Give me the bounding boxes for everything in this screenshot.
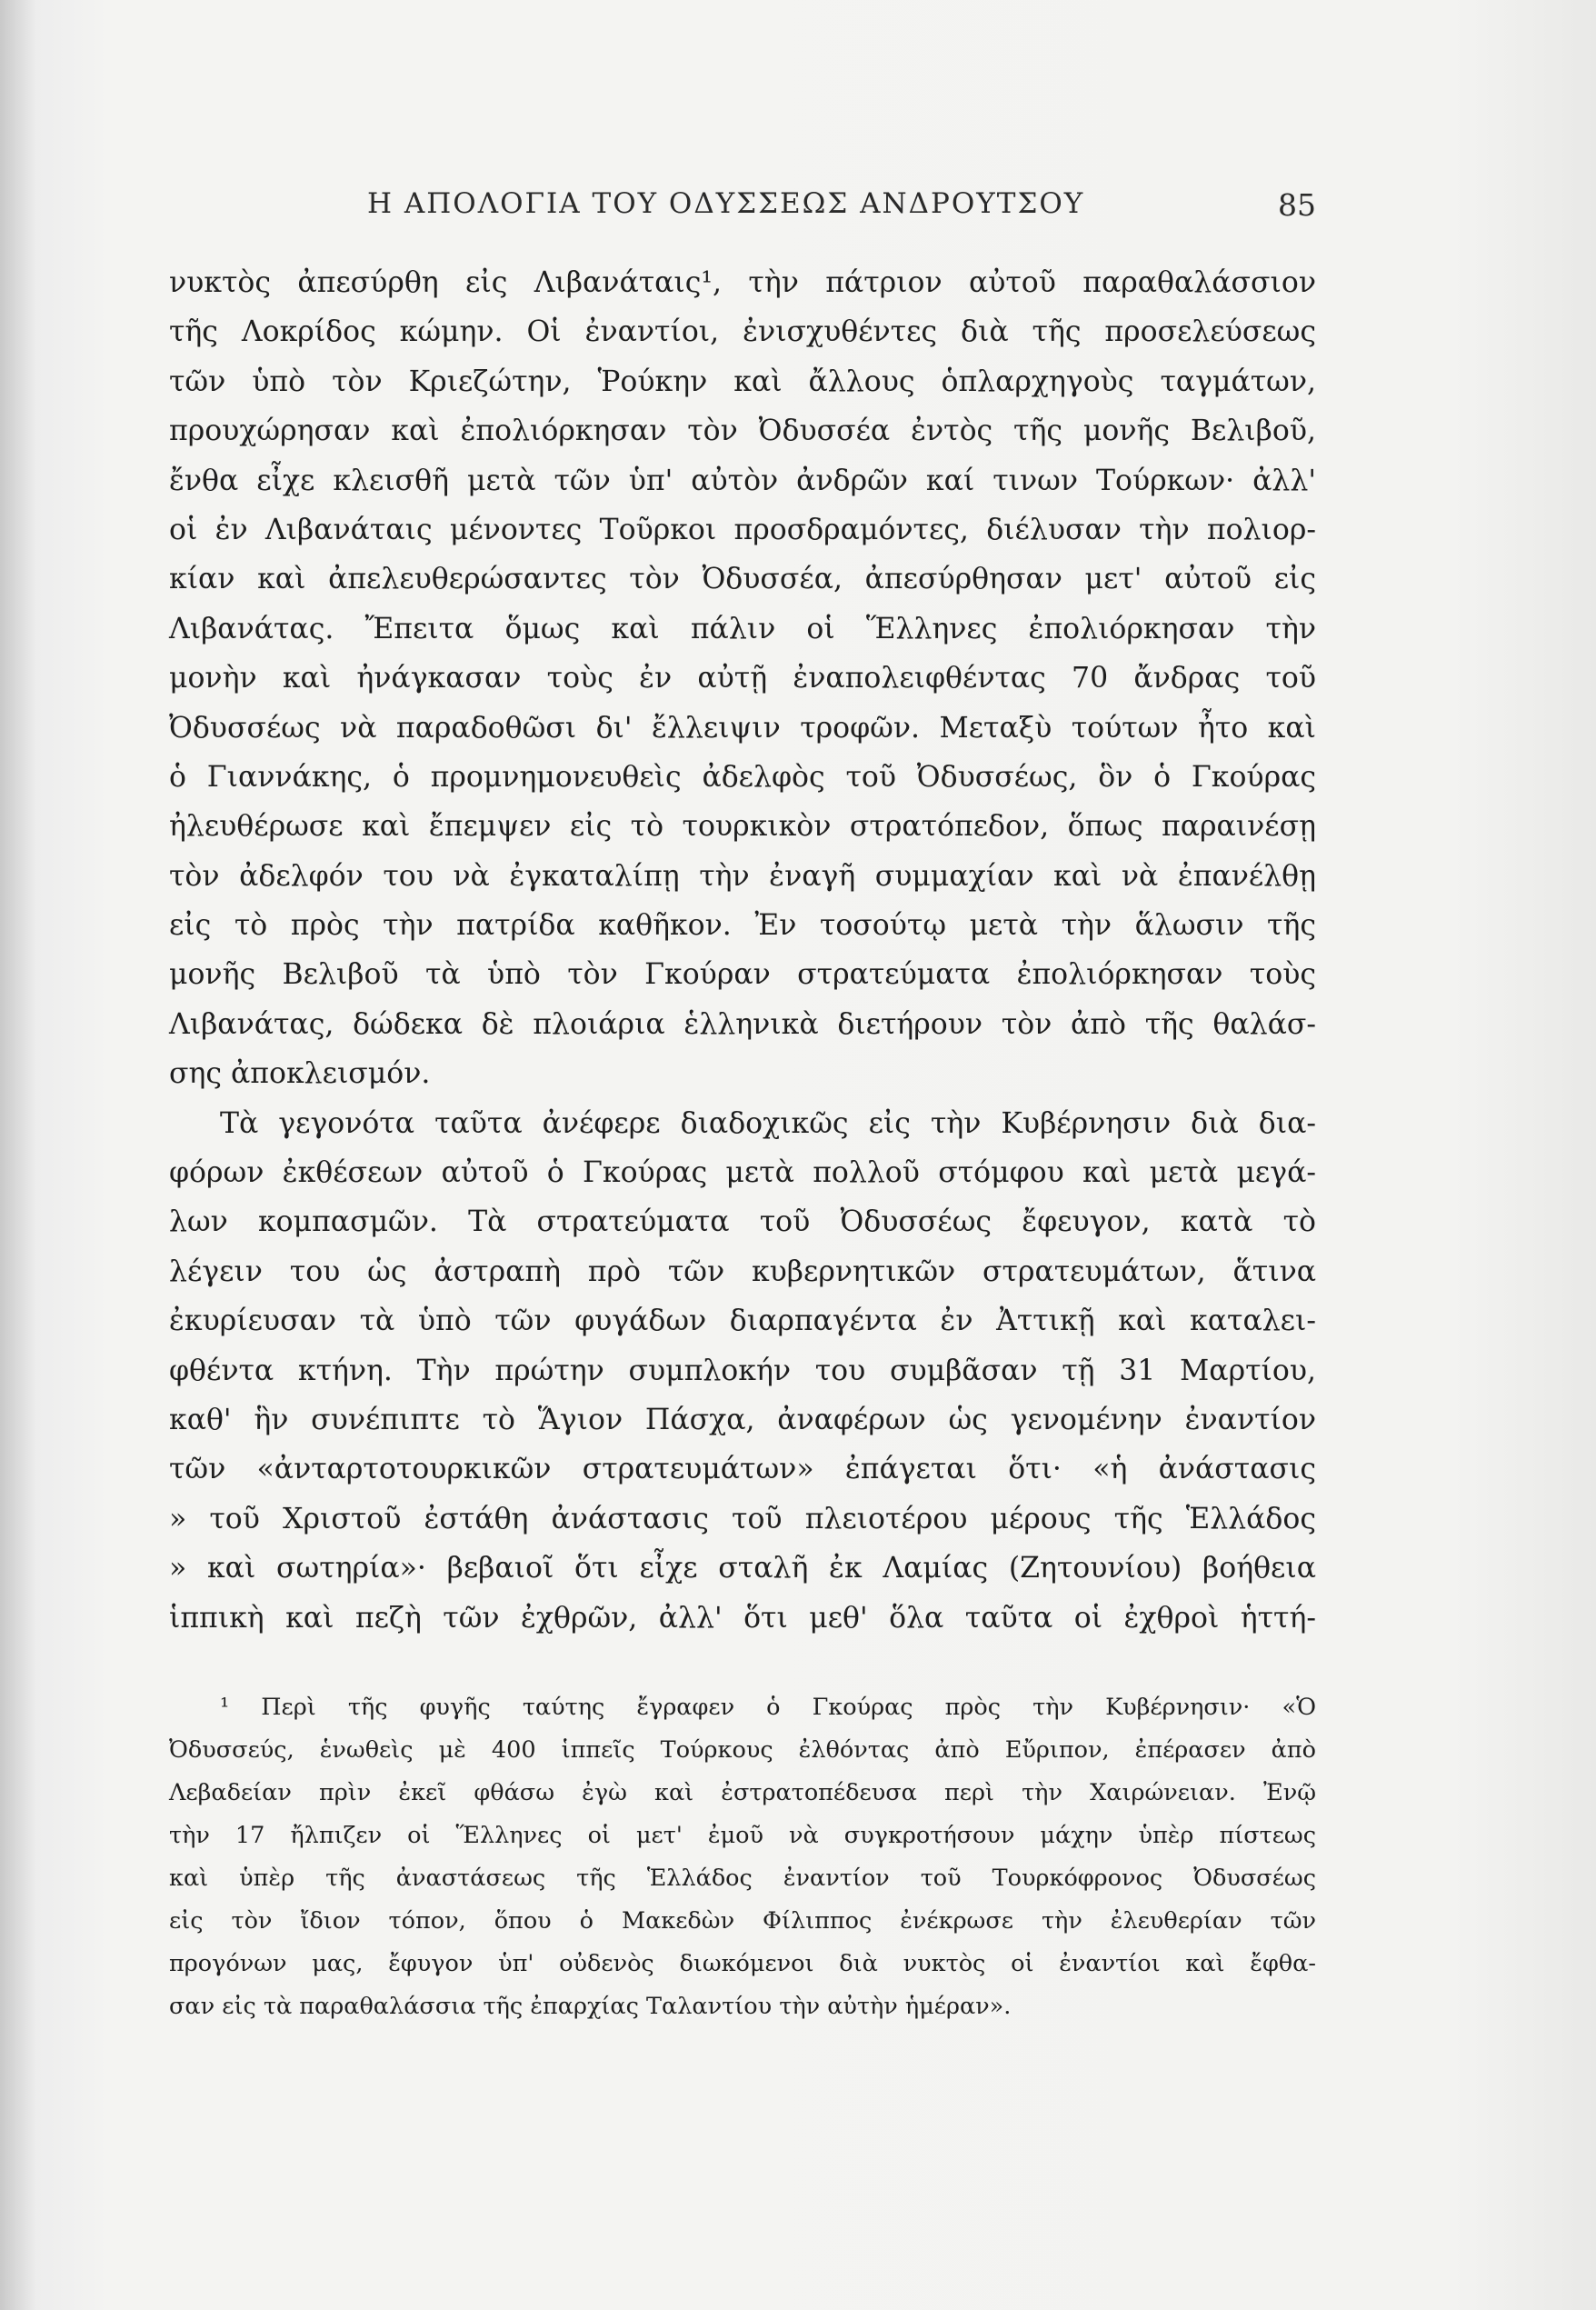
body-text: [169, 258, 1316, 1643]
text-line: » τοῦ Χριστοῦ ἐστάθη ἀνάστασις τοῦ πλειοτέρου μέρους τῆς Ἑλλάδος: [169, 1502, 1316, 1535]
text-line: νυκτὸς ἀπεσύρθη εἰς Λιβανάταις¹, τὴν πάτριον αὐτοῦ παραθαλάσσιον: [169, 266, 1316, 299]
text-line: Λιβανάτας, δώδεκα δὲ πλοιάρια ἑλληνικὰ διετήρουν τὸν ἀπὸ τῆς θαλάσ-: [169, 1007, 1316, 1041]
text-line: ἠλευθέρωσε καὶ ἔπεμψεν εἰς τὸ τουρκικὸν στρατόπεδον, ὅπως παραινέσῃ: [169, 810, 1316, 844]
text-line: σης ἀποκλεισμόν.: [169, 1057, 431, 1091]
footnote-line: ¹ Περὶ τῆς φυγῆς ταύτης ἔγραφεν ὁ Γκούρας πρὸς τὴν Κυβέρνησιν· «Ὁ: [220, 1693, 1316, 1721]
text-line: ἐκυρίευσαν τὰ ὑπὸ τῶν φυγάδων διαρπαγέντα ἐν Ἀττικῇ καὶ καταλει-: [169, 1305, 1316, 1338]
text-line: λων κομπασμῶν. Τὰ στρατεύματα τοῦ Ὀδυσσέως ἔφευγον, κατὰ τὸ: [169, 1205, 1316, 1239]
footnote-line: προγόνων μας, ἔφυγον ὑπ' οὐδενὸς διωκόμενοι διὰ νυκτὸς οἱ ἐναντίοι καὶ ἔφθα-: [169, 1949, 1316, 1977]
text-line: ἱππικὴ καὶ πεζὴ τῶν ἐχθρῶν, ἀλλ' ὅτι μεθ' ὅλα ταῦτα οἱ ἐχθροὶ ἡττή-: [169, 1601, 1316, 1635]
running-head: [169, 187, 1316, 238]
text-line: τῶν ὑπὸ τὸν Κριεζώτην, Ῥούκην καὶ ἄλλους ὁπλαρχηγοὺς ταγμάτων,: [169, 365, 1316, 398]
text-line: μονὴν καὶ ἠνάγκασαν τοὺς ἐν αὐτῇ ἐναπολειφθέντας 70 ἄνδρας τοῦ: [169, 662, 1316, 695]
text-line: Ὀδυσσέως νὰ παραδοθῶσι δι' ἔλλειψιν τροφῶν. Μεταξὺ τούτων ἦτο καὶ: [169, 711, 1316, 745]
text-line: » καὶ σωτηρία»· βεβαιοῖ ὅτι εἶχε σταλῆ ἐκ Λαμίας (Ζητουνίου) βοήθεια: [169, 1552, 1316, 1585]
text-line: εἰς τὸ πρὸς τὴν πατρίδα καθῆκον. Ἐν τοσούτῳ μετὰ τὴν ἅλωσιν τῆς: [169, 909, 1316, 943]
text-line: φόρων ἐκθέσεων αὐτοῦ ὁ Γκούρας μετὰ πολλοῦ στόμφου καὶ μετὰ μεγά-: [169, 1156, 1316, 1190]
text-line: ἔνθα εἶχε κλεισθῆ μετὰ τῶν ὑπ' αὐτὸν ἀνδρῶν καί τινων Τούρκων· ἀλλ': [169, 464, 1316, 497]
page-number: 85: [1278, 187, 1316, 223]
page-content: [169, 187, 1316, 2028]
footnote-line: Ὀδυσσεύς, ἑνωθεὶς μὲ 400 ἱππεῖς Τούρκους ἐλθόντας ἀπὸ Εὔριπον, ἐπέρασεν ἀπὸ: [169, 1735, 1316, 1764]
text-line: οἱ ἐν Λιβανάταις μένοντες Τοῦρκοι προσδραμόντες, διέλυσαν τὴν πολιορ-: [169, 513, 1316, 546]
text-line: καθ' ἣν συνέπιπτε τὸ Ἅγιον Πάσχα, ἀναφέρων ὡς γενομένην ἐναντίον: [169, 1403, 1316, 1436]
text-line: προυχώρησαν καὶ ἐπολιόρκησαν τὸν Ὀδυσσέα ἐντὸς τῆς μονῆς Βελιβοῦ,: [169, 415, 1316, 448]
footnote-line: εἰς τὸν ἴδιον τόπον, ὅπου ὁ Μακεδὼν Φίλιππος ἐνέκρωσε τὴν ἐλευθερίαν τῶν: [169, 1906, 1316, 1935]
footnote-line: τὴν 17 ἤλπιζεν οἱ Ἕλληνες οἱ μετ' ἐμοῦ νὰ συγκροτήσουν μάχην ὑπὲρ πίστεως: [169, 1821, 1316, 1849]
text-line: Λιβανάτας. Ἔπειτα ὅμως καὶ πάλιν οἱ Ἕλληνες ἐπολιόρκησαν τὴν: [169, 612, 1316, 645]
footnote-line: καὶ ὑπὲρ τῆς ἀναστάσεως τῆς Ἑλλάδος ἐναντίον τοῦ Τουρκόφρονος Ὀδυσσέως: [169, 1864, 1316, 1892]
footnote-line: σαν εἰς τὰ παραθαλάσσια τῆς ἐπαρχίας Ταλαντίου τὴν αὐτὴν ἡμέραν».: [169, 1992, 1012, 2020]
footnote-line: Λεβαδείαν πρὶν ἐκεῖ φθάσω ἐγὼ καὶ ἐστρατοπέδευσα περὶ τὴν Χαιρώνειαν. Ἐνῷ: [169, 1778, 1316, 1806]
running-title: Η ΑΠΟΛΟΓΙΑ ΤΟΥ ΟΔΥΣΣΕΩΣ ΑΝΔΡΟΥΤΣΟΥ: [367, 187, 1085, 220]
footnote: [169, 1686, 1316, 2028]
text-line: κίαν καὶ ἀπελευθερώσαντες τὸν Ὀδυσσέα, ἀπεσύρθησαν μετ' αὐτοῦ εἰς: [169, 563, 1316, 596]
paragraph-start-line: Τὰ γεγονότα ταῦτα ἀνέφερε διαδοχικῶς εἰς τὴν Κυβέρνησιν διὰ δια-: [220, 1106, 1316, 1140]
text-line: τὸν ἀδελφόν του νὰ ἐγκαταλίπῃ τὴν ἐναγῆ συμμαχίαν καὶ νὰ ἐπανέλθῃ: [169, 859, 1316, 893]
text-line: λέγειν του ὡς ἀστραπὴ πρὸ τῶν κυβερνητικῶν στρατευμάτων, ἅτινα: [169, 1255, 1316, 1288]
text-line: τῆς Λοκρίδος κώμην. Οἱ ἐναντίοι, ἐνισχυθέντες διὰ τῆς προσελεύσεως: [169, 315, 1316, 349]
text-line: ὁ Γιαννάκης, ὁ προμνημονευθεὶς ἀδελφὸς τοῦ Ὀδυσσέως, ὃν ὁ Γκούρας: [169, 760, 1316, 794]
text-line: τῶν «ἀνταρτοτουρκικῶν στρατευμάτων» ἐπάγεται ὅτι· «ἡ ἀνάστασις: [169, 1453, 1316, 1486]
text-line: φθέντα κτήνη. Τὴν πρώτην συμπλοκήν του συμβᾶσαν τῇ 31 Μαρτίου,: [169, 1354, 1316, 1387]
text-line: μονῆς Βελιβοῦ τὰ ὑπὸ τὸν Γκούραν στρατεύματα ἐπολιόρκησαν τοὺς: [169, 958, 1316, 992]
